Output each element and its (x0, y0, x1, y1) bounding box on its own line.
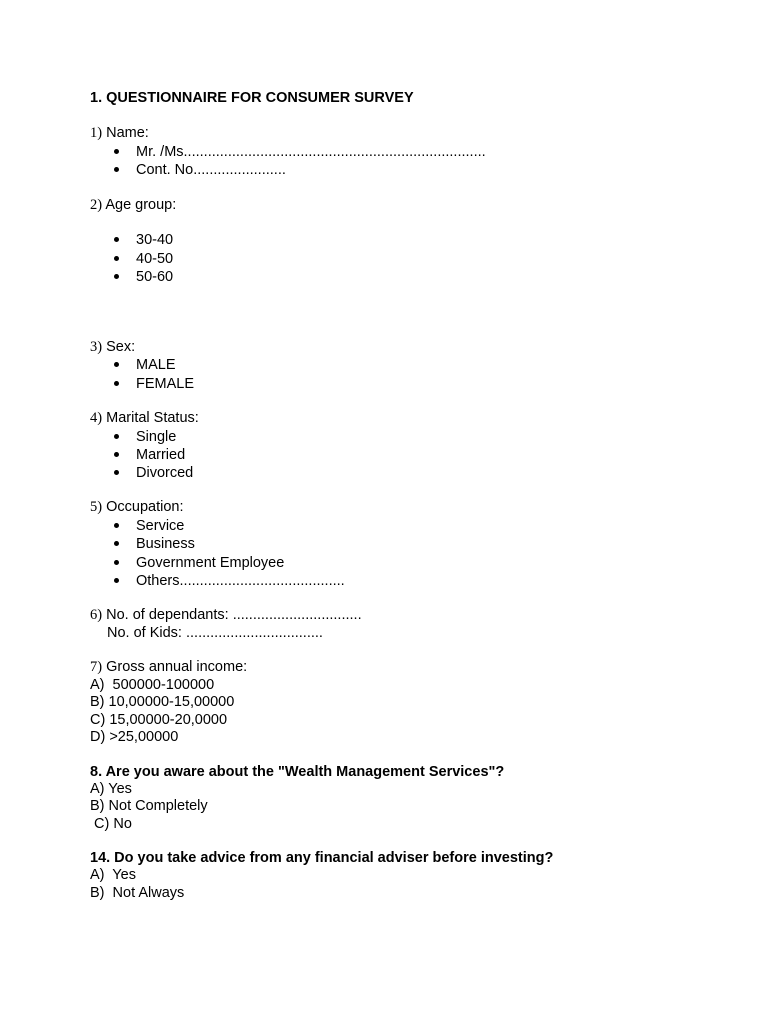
list-item: Government Employee (136, 555, 285, 571)
question-number: 5) (90, 499, 103, 515)
bullet-icon (114, 452, 119, 457)
question-label: Age group: (105, 197, 177, 213)
question-number: 7) (90, 659, 103, 675)
list-item: Divorced (136, 465, 194, 481)
option-item: B) Not Completely (90, 798, 208, 814)
question-number: 4) (90, 410, 103, 426)
question-label: Gross annual income: (106, 659, 248, 675)
list-item: Married (136, 447, 186, 463)
bullet-icon (114, 578, 119, 583)
bullet-icon (114, 167, 119, 172)
question-number: 6) (90, 607, 103, 623)
contact-field: Cont. No....................... (136, 162, 286, 178)
bullet-icon (114, 237, 119, 242)
option-item: B) 10,00000-15,00000 (90, 694, 235, 710)
question-occupation (90, 498, 184, 516)
option-item: D) >25,00000 (90, 729, 179, 745)
question-age (90, 196, 176, 214)
bullet-icon (114, 256, 119, 261)
bullet-icon (114, 560, 119, 565)
question-label: Sex: (106, 339, 136, 355)
list-item: 40-50 (136, 251, 174, 267)
bullet-icon (114, 274, 119, 279)
question-number: 1) (90, 125, 103, 141)
page-title: 1. QUESTIONNAIRE FOR CONSUMER SURVEY (90, 90, 414, 106)
question-number: 3) (90, 339, 103, 355)
question-marital-status (90, 409, 199, 427)
option-item: A) Yes (90, 781, 132, 797)
question-dependants (90, 606, 362, 624)
option-item: A) Yes (90, 867, 136, 883)
option-item: A) 500000-100000 (90, 677, 215, 693)
question-financial-adviser: 14. Do you take advice from any financial adviser before investing? (90, 850, 554, 866)
list-item: Single (136, 429, 177, 445)
name-field: Mr. /Ms........................................................................... (136, 144, 486, 160)
list-item: FEMALE (136, 376, 195, 392)
option-item: B) Not Always (90, 885, 185, 901)
kids-field: No. of Kids: .................................. (107, 625, 323, 641)
question-label: Marital Status: (106, 410, 199, 426)
bullet-icon (114, 470, 119, 475)
bullet-icon (114, 434, 119, 439)
option-item: C) No (90, 816, 132, 832)
option-item: C) 15,00000-20,0000 (90, 712, 228, 728)
bullet-icon (114, 541, 119, 546)
bullet-icon (114, 362, 119, 367)
question-wealth-awareness: 8. Are you aware about the "Wealth Management Services"? (90, 764, 505, 780)
question-number: 2) (90, 197, 103, 213)
question-name (90, 124, 149, 142)
question-income (90, 658, 247, 676)
question-label: No. of dependants: ................................ (106, 607, 362, 623)
question-label: Occupation: (106, 499, 184, 515)
question-sex (90, 338, 135, 356)
list-item: Service (136, 518, 185, 534)
list-item: 50-60 (136, 269, 174, 285)
list-item: Business (136, 536, 195, 552)
question-label: Name: (106, 125, 149, 141)
list-item: 30-40 (136, 232, 174, 248)
list-item: Others......................................... (136, 573, 345, 589)
bullet-icon (114, 149, 119, 154)
bullet-icon (114, 523, 119, 528)
list-item: MALE (136, 357, 176, 373)
bullet-icon (114, 381, 119, 386)
